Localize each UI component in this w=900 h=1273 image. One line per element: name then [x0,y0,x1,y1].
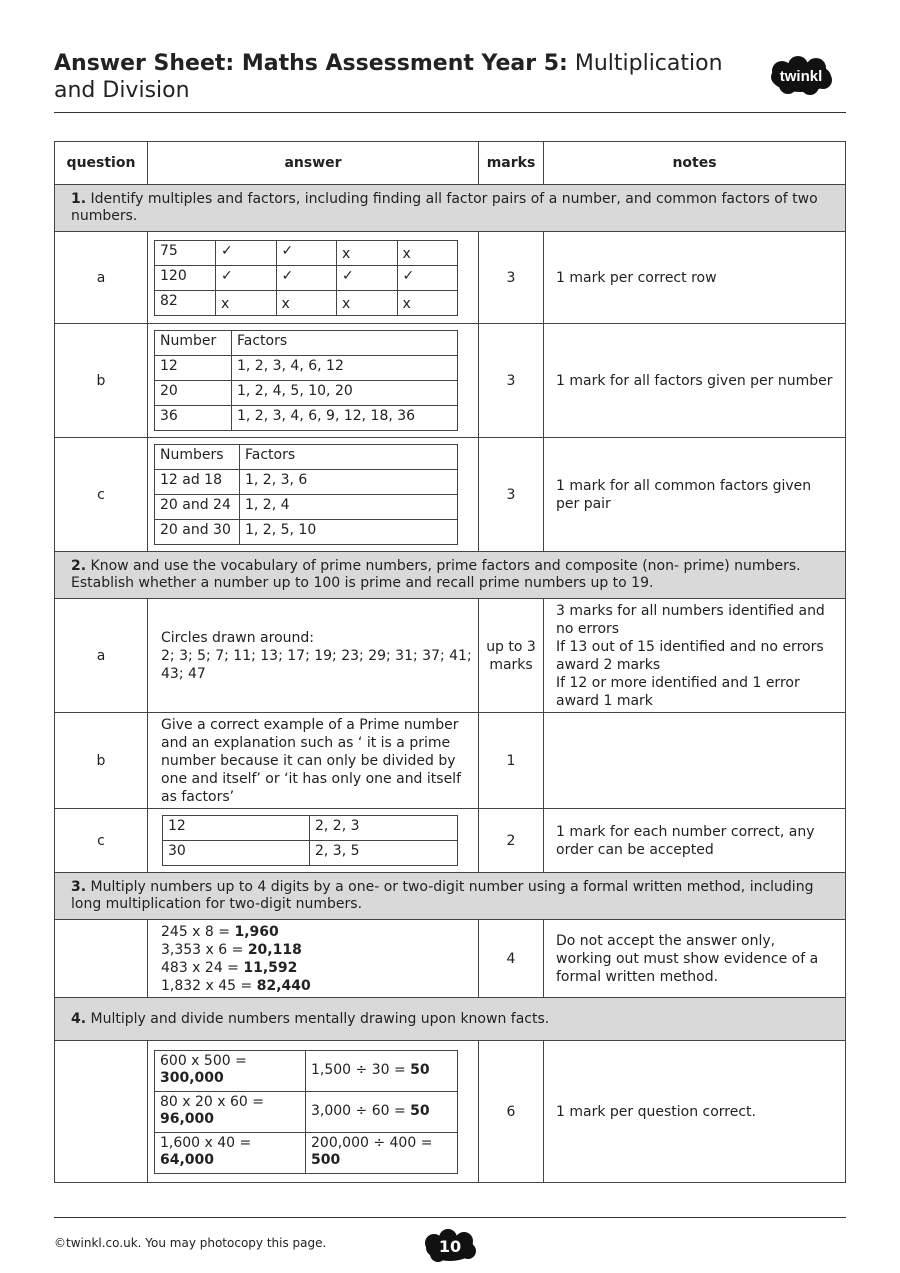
marks-cell: 4 [479,920,544,998]
col-marks: marks [479,142,544,185]
inner-cell: 1, 2, 3, 6 [240,470,458,495]
footer-rule [54,1217,846,1218]
inner-cell: ✓ [276,240,337,265]
table-row [55,232,846,324]
inner-row [155,265,458,290]
inner-cell: 2, 2, 3 [310,816,458,841]
question-label [55,920,148,998]
table-header-row [55,142,846,185]
inner-cell: 1,600 x 40 = 64,000 [155,1132,306,1173]
section-description: Identify multiples and factors, including finding all factor pairs of a number, and common factors of two numbers. [71,191,818,224]
inner-cell: 1, 2, 3, 4, 6, 12 [232,356,458,381]
table-row [55,599,846,713]
question-label: b [55,713,148,809]
col-answer: answer [148,142,479,185]
inner-cell: Numbers [155,445,240,470]
inner-row [155,381,458,406]
section-header [55,185,846,232]
section-header [55,873,846,920]
inner-cell: 1,500 ÷ 30 = 50 [306,1050,458,1091]
inner-cell: 36 [155,406,232,431]
inner-cell: ✓ [337,265,398,290]
table-row [55,324,846,438]
section-number: 3. [71,879,87,895]
header-rule [54,112,846,113]
inner-cell: 200,000 ÷ 400 = 500 [306,1132,458,1173]
calc-line: 3,353 x 6 = 20,118 [161,941,302,958]
inner-cell: 20 and 24 [155,495,240,520]
inner-cell: 1, 2, 4 [240,495,458,520]
table-row [55,438,846,552]
calc-line: 483 x 24 = 11,592 [161,959,298,976]
marks-cell: 3 [479,324,544,438]
inner-cell: x [216,290,277,315]
inner-cell: 1, 2, 3, 4, 6, 9, 12, 18, 36 [232,406,458,431]
inner-row [155,1050,458,1091]
inner-cell: x [397,240,458,265]
answer-cell [148,1041,479,1183]
inner-row [155,520,458,545]
title-rest: Multiplication and Division [54,51,723,103]
answer-cell [148,232,479,324]
answer-table [54,141,846,1183]
inner-cell: 1, 2, 5, 10 [240,520,458,545]
section-1-text [55,185,846,232]
marks-cell: 1 [479,713,544,809]
inner-cell: 3,000 ÷ 60 = 50 [306,1091,458,1132]
answer-line: 2; 3; 5; 7; 11; 13; 17; 19; 23; 29; 31; 37; 41; 43; 47 [161,647,472,682]
question-label: a [55,599,148,713]
section-2-text [55,552,846,599]
section-description: Know and use the vocabulary of prime numbers, prime factors and composite (non- prime) numbers. Establish whether a number up to 100 is prime and recall prime numbers up to 19. [71,558,801,591]
inner-cell: ✓ [397,265,458,290]
section-number: 4. [71,1010,87,1027]
answer-cell [148,920,479,998]
inner-row [155,240,458,265]
inner-row [155,495,458,520]
inner-cell: ✓ [276,265,337,290]
question-label: c [55,438,148,552]
inner-cell: 12 ad 18 [155,470,240,495]
inner-row [163,841,458,866]
notes-cell [544,713,846,809]
answer-cell: Give a correct example of a Prime number and an explanation such as ‘ it is a prime number because it can only be divided by one and itself’ or ‘it has only one and itself as factors’ [148,713,479,809]
notes-cell: 1 mark for each number correct, any order can be accepted [544,809,846,873]
inner-cell: 20 and 30 [155,520,240,545]
inner-cell: x [337,240,398,265]
marks-cell: 2 [479,809,544,873]
notes-cell: Do not accept the answer only, working out must show evidence of a formal written method. [544,920,846,998]
inner-cell: ✓ [216,265,277,290]
section-header [55,552,846,599]
notes-cell: 3 marks for all numbers identified and no errors If 13 out of 15 identified and no errors award 2 marks If 12 or more identified and 1 error award 1 mark [544,599,846,713]
table-row [55,1041,846,1183]
inner-cell: 1, 2, 4, 5, 10, 20 [232,381,458,406]
inner-row [155,356,458,381]
inner-cell: 120 [155,265,216,290]
notes-cell: 1 mark for all common factors given per pair [544,438,846,552]
answer-cell [148,809,479,873]
col-question: question [55,142,148,185]
inner-cell: x [276,290,337,315]
inner-cell: x [397,290,458,315]
inner-cell: 20 [155,381,232,406]
twinkl-logo [768,56,834,96]
inner-row [163,816,458,841]
answer-cell [148,438,479,552]
logo-text: twinkl [779,68,823,85]
inner-table [154,330,458,431]
inner-row [155,331,458,356]
inner-cell: ✓ [216,240,277,265]
inner-cell: 30 [163,841,310,866]
section-header [55,998,846,1041]
section-number: 2. [71,558,87,574]
inner-cell: Factors [240,445,458,470]
answer-cell [148,324,479,438]
inner-table [162,815,458,866]
page-title [54,50,734,104]
inner-cell: 2, 3, 5 [310,841,458,866]
inner-cell: 82 [155,290,216,315]
inner-cell: Factors [232,331,458,356]
notes-cell: 1 mark per correct row [544,232,846,324]
page-number-badge [420,1228,480,1264]
inner-table [154,444,458,545]
title-bold: Answer Sheet: Maths Assessment Year 5: [54,51,568,76]
question-label: c [55,809,148,873]
section-description: Multiply and divide numbers mentally drawing upon known facts. [90,1010,550,1027]
section-number: 1. [71,191,87,207]
calc-line: 1,832 x 45 = 82,440 [161,977,311,994]
table-row [55,713,846,809]
inner-cell: 12 [163,816,310,841]
inner-cell: 80 x 20 x 60 = 96,000 [155,1091,306,1132]
question-label [55,1041,148,1183]
question-label: b [55,324,148,438]
notes-cell: 1 mark for all factors given per number [544,324,846,438]
inner-row [155,406,458,431]
marks-cell: 3 [479,232,544,324]
inner-cell: 600 x 500 = 300,000 [155,1050,306,1091]
inner-row [155,1091,458,1132]
answer-cell [148,599,479,713]
marks-cell: 3 [479,438,544,552]
inner-table [154,240,458,316]
inner-cell: 75 [155,240,216,265]
inner-cell: Number [155,331,232,356]
table-row [55,809,846,873]
inner-table [154,1050,458,1174]
copyright-text: ©twinkl.co.uk. You may photocopy this page. [54,1236,327,1250]
section-4-text [55,998,846,1041]
answer-line: Circles drawn around: [161,629,314,646]
page-number: 10 [438,1237,462,1256]
col-notes: notes [544,142,846,185]
calc-line: 245 x 8 = 1,960 [161,923,279,940]
marks-cell: 6 [479,1041,544,1183]
notes-cell: 1 mark per question correct. [544,1041,846,1183]
section-3-text [55,873,846,920]
question-label: a [55,232,148,324]
inner-cell: 12 [155,356,232,381]
inner-row [155,1132,458,1173]
section-description: Multiply numbers up to 4 digits by a one- or two-digit number using a formal written method, including long multiplication for two-digit numbers. [71,879,814,912]
inner-row [155,290,458,315]
table-row [55,920,846,998]
marks-cell: up to 3 marks [479,599,544,713]
inner-row [155,470,458,495]
inner-row [155,445,458,470]
inner-cell: x [337,290,398,315]
